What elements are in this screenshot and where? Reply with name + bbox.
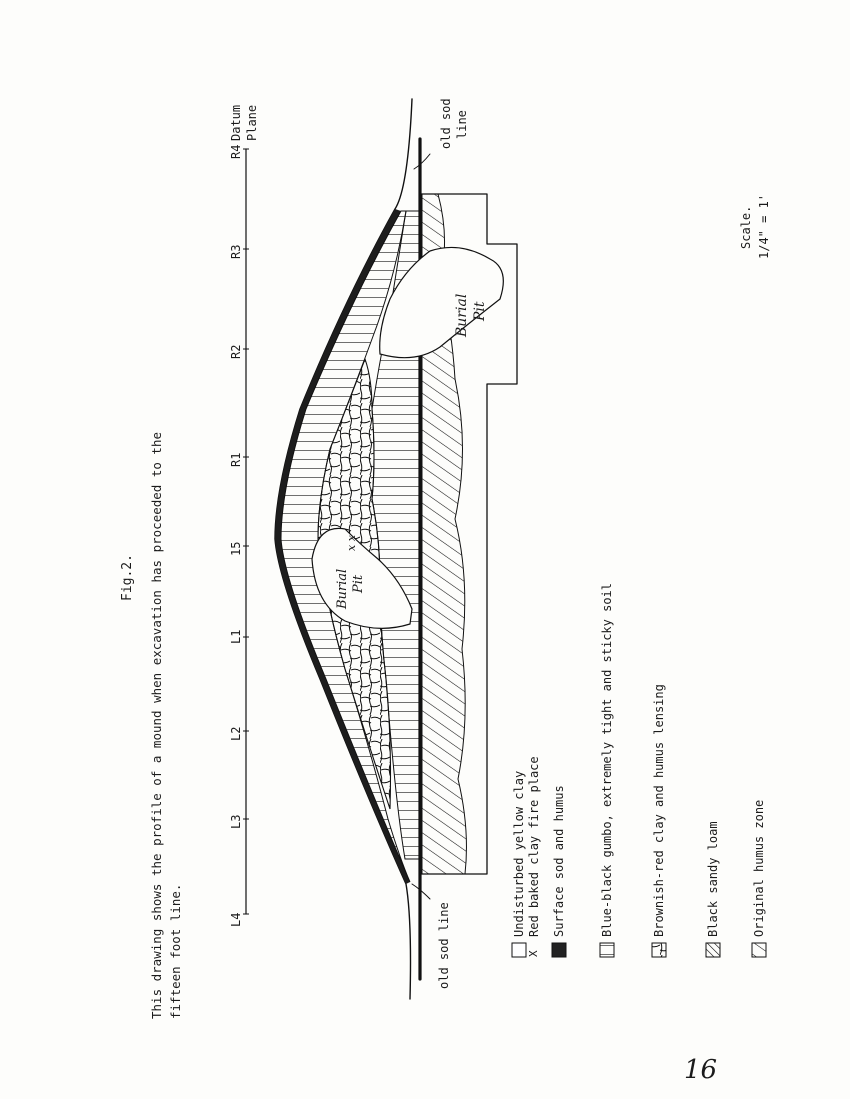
station-label-l4: L4 xyxy=(229,912,243,927)
legend-swatch-humus-zone xyxy=(752,943,766,957)
legend-label-sod: Surface sod and humus xyxy=(552,785,566,937)
station-label-l1: L1 xyxy=(229,629,243,644)
figure-caption-line-2: fifteen foot line. xyxy=(168,883,183,1019)
station-label-r2: R2 xyxy=(229,344,243,359)
station-label-r3: R3 xyxy=(229,244,243,259)
station-label-r4: R4 xyxy=(229,144,243,159)
station-label-l3: L3 xyxy=(229,814,243,829)
legend-swatch-sod xyxy=(552,943,566,957)
datum-label-line-2: Plane xyxy=(245,104,259,141)
burial-pit-left-label-line-2: Pit xyxy=(351,574,366,593)
legend-label-humus-zone: Original humus zone xyxy=(752,799,766,937)
old-sod-line-right-label: old sod xyxy=(439,98,453,149)
datum-label: Datum xyxy=(229,104,243,141)
burial-pit-left-label: Burial xyxy=(335,568,350,609)
station-label-l2: L2 xyxy=(229,726,243,741)
scale-label: Scale. xyxy=(739,205,753,249)
station-label-r1: R1 xyxy=(229,452,243,467)
burial-pit-right-label: Burial xyxy=(454,293,470,337)
legend-swatch-yellow-clay xyxy=(512,943,526,957)
fireplace-marks: x x xyxy=(345,535,358,551)
legend-swatch-gumbo xyxy=(600,943,614,957)
figure-title: Fig.2. xyxy=(120,554,135,601)
legend-label-clay-lensing: Brownish-red clay and humus lensing xyxy=(652,684,666,937)
legend-label-gumbo: Blue-black gumbo, extremely tight and sticky soil xyxy=(600,582,614,937)
station-label-15: 15 xyxy=(229,541,243,556)
burial-pit-right-label-line-2: Pit xyxy=(472,301,488,321)
legend-swatch-sandy-loam xyxy=(706,943,720,957)
scale-value: 1/4" = 1' xyxy=(757,193,771,259)
sod-pointer-right xyxy=(414,154,430,169)
legend-label-yellow-clay: Undisturbed yellow clay xyxy=(512,770,526,937)
legend-label-sandy-loam: Black sandy loam xyxy=(706,821,720,937)
legend-swatch-fireplace: X xyxy=(527,950,540,957)
legend-swatch-clay-lensing xyxy=(652,943,666,957)
old-sod-line-right-label-line-2: line xyxy=(455,110,469,139)
page-number: 16 xyxy=(684,1055,718,1085)
figure-caption-line-1: This drawing shows the profile of a mound when excavation has proceeded to the xyxy=(149,432,164,1019)
legend-label-fireplace: Red baked clay fire place xyxy=(527,756,541,937)
legend xyxy=(512,583,766,957)
old-sod-line-left-label: old sod line xyxy=(437,902,451,989)
